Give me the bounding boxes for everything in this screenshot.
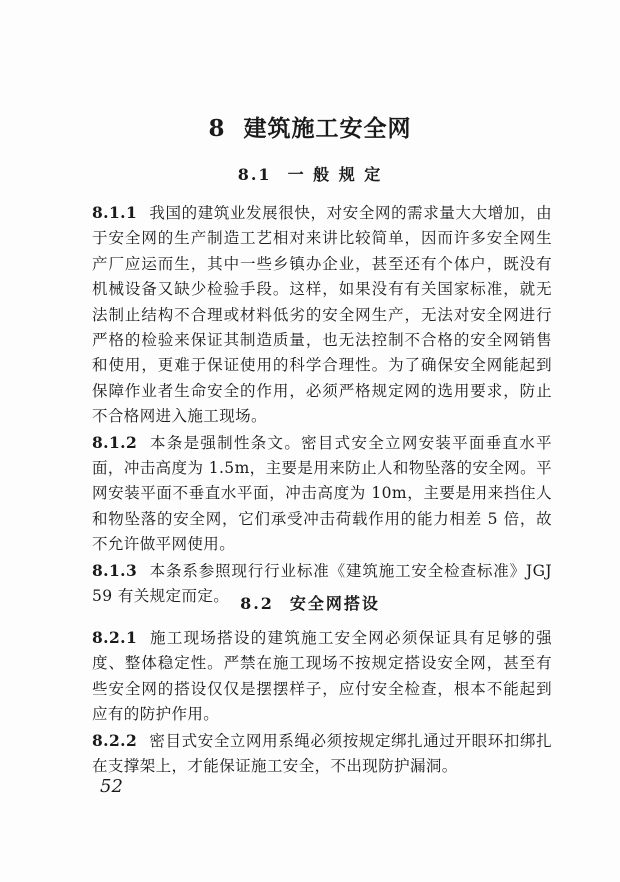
clause-paragraph: [92, 728, 552, 780]
clause-text: 密目式安全立网用系绳必须按规定绑扎通过开眼环扣绑扎在支撑架上，才能保证施工安全，不出现防护漏洞。: [92, 731, 552, 776]
chapter-heading: [0, 110, 620, 143]
clause-text: 本条是强制性条文。密目式安全立网安装平面垂直水平面，冲击高度为 1.5m，主要是用来防止人和物坠落的安全网。平网安装平面不垂直水平面，冲击高度为 10m，主要是用来挡住人和物坠落的安全网，它们承受冲击荷载作用的能力相差 5 倍，故不允许做平网使用。: [92, 433, 552, 554]
clause-number: 8.2.2: [92, 730, 138, 750]
section-title: 安全网搭设: [289, 594, 380, 613]
chapter-number: 8: [208, 115, 226, 142]
section-heading: [0, 591, 620, 614]
clause-text: 本条系参照现行行业标准《建筑施工安全检查标准》JGJ 59 有关规定而定。: [92, 561, 552, 606]
clause-text: 施工现场搭设的建筑施工安全网必须保证具有足够的强度、整体稳定性。严禁在施工现场不按规定搭设安全网，甚至有些安全网的搭设仅仅是摆摆样子，应付安全检查，根本不能起到应有的防护作用。: [92, 629, 552, 724]
section-body: [92, 625, 552, 779]
clause-number: 8.1.2: [92, 432, 138, 452]
clause-paragraph: [92, 200, 552, 430]
clause-paragraph: [92, 430, 552, 558]
clause-number: 8.2.1: [92, 628, 138, 647]
chapter-title: 建筑施工安全网: [243, 115, 412, 142]
clause-number: 8.1.1: [92, 203, 138, 222]
page-number: 52: [100, 776, 123, 797]
clause-text: 我国的建筑业发展很快，对安全网的需求量大大增加，由于安全网的生产制造工艺相对来讲比较简单，因而许多安全网生产厂应运而生，其中一些乡镇办企业，甚至还有个体户，既没有机械设备又缺少检验手段。这样，如果没有有关国家标准，就无法制止结构不合理或材料低劣的安全网生产，无法对安全网进行严格的检验来保证其制造质量，也无法控制不合格的安全网销售和使用，更难于保证使用的科学合理性。为了确保安全网能起到保障作业者生命安全的作用，必须严格规定网的选用要求，防止不合格网进入施工现场。: [92, 204, 552, 426]
clause-paragraph: [92, 625, 552, 728]
section-number: 8.1: [237, 165, 272, 184]
section-heading: [0, 162, 620, 185]
clause-number: 8.1.3: [92, 560, 138, 580]
section-title: 一 般 规 定: [287, 165, 383, 184]
section-body: [92, 200, 552, 610]
section-number: 8.2: [240, 594, 274, 613]
